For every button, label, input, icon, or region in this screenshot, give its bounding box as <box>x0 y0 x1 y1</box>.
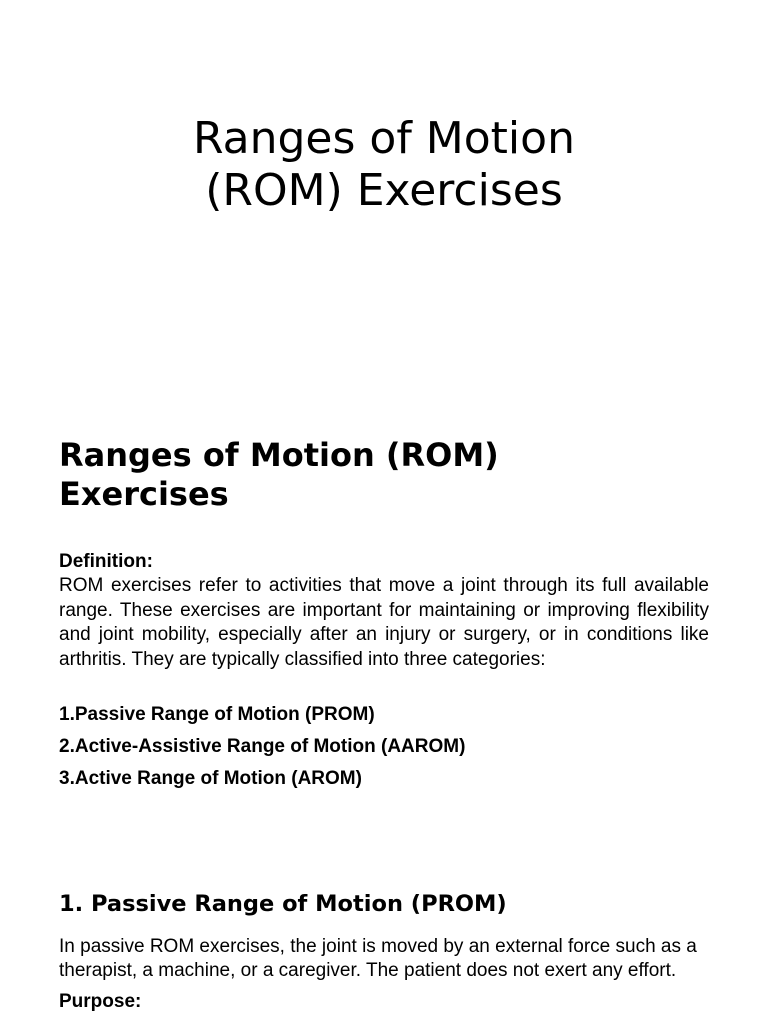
title-slide-heading <box>0 113 768 217</box>
prom-description: In passive ROM exercises, the joint is moved by an external force such as a therapist, a machine, or a caregiver. The patient does not exert any effort. <box>59 936 697 981</box>
title-line-2: (ROM) Exercises <box>205 165 563 216</box>
section-heading-line-1: Ranges of Motion (ROM) <box>59 436 499 474</box>
category-item: 1.Passive Range of Motion (PROM) <box>59 704 375 725</box>
definition-label: Definition: <box>59 551 153 572</box>
definition-block <box>59 550 709 672</box>
definition-text: ROM exercises refer to activities that move a joint through its full available range. These exercises are important for maintaining or improving flexibility and joint mobility, especially after an injury or surgery, or in conditions like arthritis. They are typically classified into three categories: <box>59 575 709 670</box>
purpose-label: Purpose: <box>59 991 142 1012</box>
category-list <box>59 703 709 799</box>
category-item: 3.Active Range of Motion (AROM) <box>59 768 362 789</box>
category-item: 2.Active-Assistive Range of Motion (AAROM) <box>59 736 466 757</box>
section-heading-rom <box>59 436 709 514</box>
section-heading-prom: 1. Passive Range of Motion (PROM) <box>59 891 507 917</box>
title-line-1: Ranges of Motion <box>193 113 575 164</box>
section-heading-line-2: Exercises <box>59 475 229 513</box>
